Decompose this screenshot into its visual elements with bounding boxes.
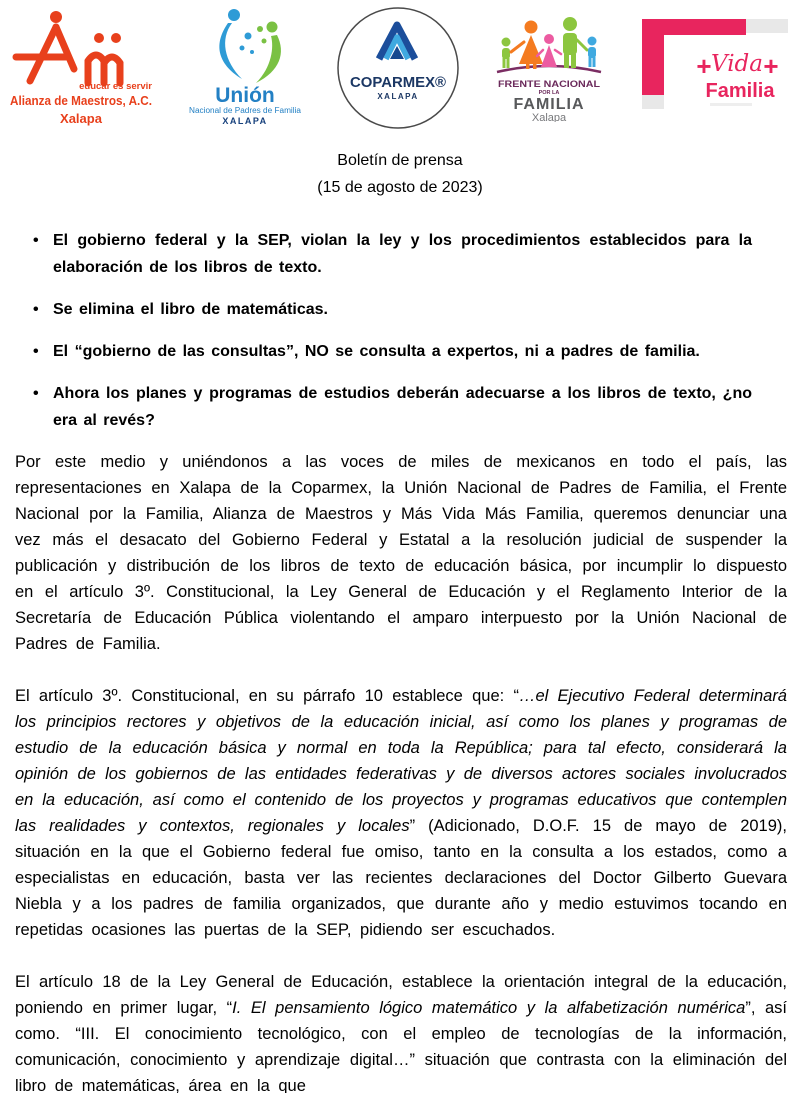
title-line1: Boletín de prensa [337, 152, 463, 169]
bullet-text: Ahora los planes y programas de estudios deberán adecuarse a los libros de texto, ¿no era al revés? [53, 385, 752, 429]
alianza-am-icon [6, 5, 156, 129]
vida-frame-icon [634, 13, 792, 113]
list-item [33, 296, 752, 323]
vida-word-familia: Familia [705, 80, 775, 102]
frente-line2: POR LA [538, 90, 559, 96]
list-item [33, 227, 752, 281]
paragraph-segment-italic: I. El pensamiento lógico matemático y la alfabetización numérica [232, 999, 746, 1017]
union-city: XALAPA [221, 116, 268, 125]
bullet-text: El “gobierno de las consultas”, NO se consulta a expertos, ni a padres de familia. [53, 343, 700, 360]
paragraph-3 [15, 969, 787, 1093]
paragraph-segment: ” (Adicionado, D.O.F. 15 de mayo de 2019), situación en la que el Gobierno federal fue omiso, tanto en la consulta a los estados, como a especialistas en educación, basta ver las recientes declaraciones del Doctor Gilberto Guevara Niebla y a los padres de familia organizados, que durante año y medio estuvimos tocando en repetidas ocasiones las puertas de la SEP, pidiendo ser escuchados. [15, 817, 787, 939]
document-title [0, 147, 800, 201]
union-subtitle: Nacional de Padres de Familia [188, 106, 302, 115]
vida-plus-left: + [696, 51, 712, 81]
alianza-name: Alianza de Maestros, A.C. [10, 94, 152, 108]
logo-frente-nacional [491, 5, 607, 127]
vida-plus-right: + [763, 51, 779, 81]
coparmex-name: COPARMEX® [350, 75, 447, 91]
logo-mas-vida-mas-familia [634, 5, 792, 118]
logo-union-nacional [184, 5, 306, 130]
frente-line1: FRENTE NACIONAL [497, 79, 601, 89]
union-figures-icon [184, 5, 306, 125]
logo-coparmex [333, 5, 463, 136]
bullet-text: El gobierno federal y la SEP, violan la ley y los procedimientos establecidos para la elaboración de los libros de texto. [53, 232, 752, 276]
union-name: Unión [214, 84, 275, 107]
list-item [33, 380, 752, 434]
coparmex-city: XALAPA [377, 92, 419, 101]
bullet-marker: • [33, 232, 39, 249]
alianza-city: Xalapa [60, 111, 102, 126]
paragraph-2 [15, 683, 787, 943]
alianza-tagline: educar es servir [79, 81, 152, 92]
bullet-text: Se elimina el libro de matemáticas. [53, 301, 328, 318]
paragraph-1 [15, 449, 787, 657]
paragraph-segment: El artículo 18 de la Ley General de Educación, establece la orientación integral de la educación, poniendo en primer lugar, “ [15, 973, 787, 1017]
bullet-marker: • [33, 343, 39, 360]
body-text [15, 449, 787, 1093]
paragraph-segment: El artículo 3º. Constitucional, en su párrafo 10 establece que: “ [15, 687, 519, 705]
vida-script-word: Vida [711, 51, 763, 77]
paragraph-segment: Por este medio y uniéndonos a las voces de miles de mexicanos en todo el país, las representaciones en Xalapa de la Coparmex, la Unión Nacional de Padres de Familia, el Frente Nacional por la Familia, Alianza de Maestros y Más Vida Más Familia, queremos denunciar una vez más el desacato del Gobierno Federal y Estatal a la resolución judicial de suspender la publicación y distribución de los libros de texto de educación básica, por incumplir lo dispuesto en el artículo 3º. Constitucional, la Ley General de Educación y el Reglamento Interior de la Secretaría de Educación Pública violentando el amparo interpuesto por la Unión Nacional de Padres de Familia. [15, 453, 787, 653]
frente-family-icon [491, 10, 607, 122]
logo-alianza-de-maestros [6, 5, 156, 134]
highlights-list [33, 227, 752, 434]
list-item [33, 338, 752, 365]
title-line2: (15 de agosto de 2023) [317, 179, 483, 196]
bullet-marker: • [33, 385, 39, 402]
coparmex-emblem-icon [333, 5, 463, 131]
bullet-marker: • [33, 301, 39, 318]
frente-city: Xalapa [531, 112, 566, 122]
paragraph-segment: ”, así como. “III. El conocimiento tecnológico, con el empleo de tecnologías de la información, comunicación, conocimiento y aprendizaje digital…” situación que contrasta con la eliminación del libro de matemáticas, área en la que [15, 999, 787, 1093]
paragraph-segment-italic: …el Ejecutivo Federal determinará los principios rectores y objetivos de la educación inicial, así como los planes y programas de estudio de la educación básica y normal en toda la República; para tal efecto, considerará la opinión de los gobiernos de las entidades federativas y de diversos actores sociales involucrados en la educación, así como el contenido de los proyectos y programas educativos que contemplen las realidades y contextos, regionales y locales [15, 687, 787, 835]
logos-row [0, 0, 800, 135]
frente-line3: FAMILIA [513, 96, 584, 113]
